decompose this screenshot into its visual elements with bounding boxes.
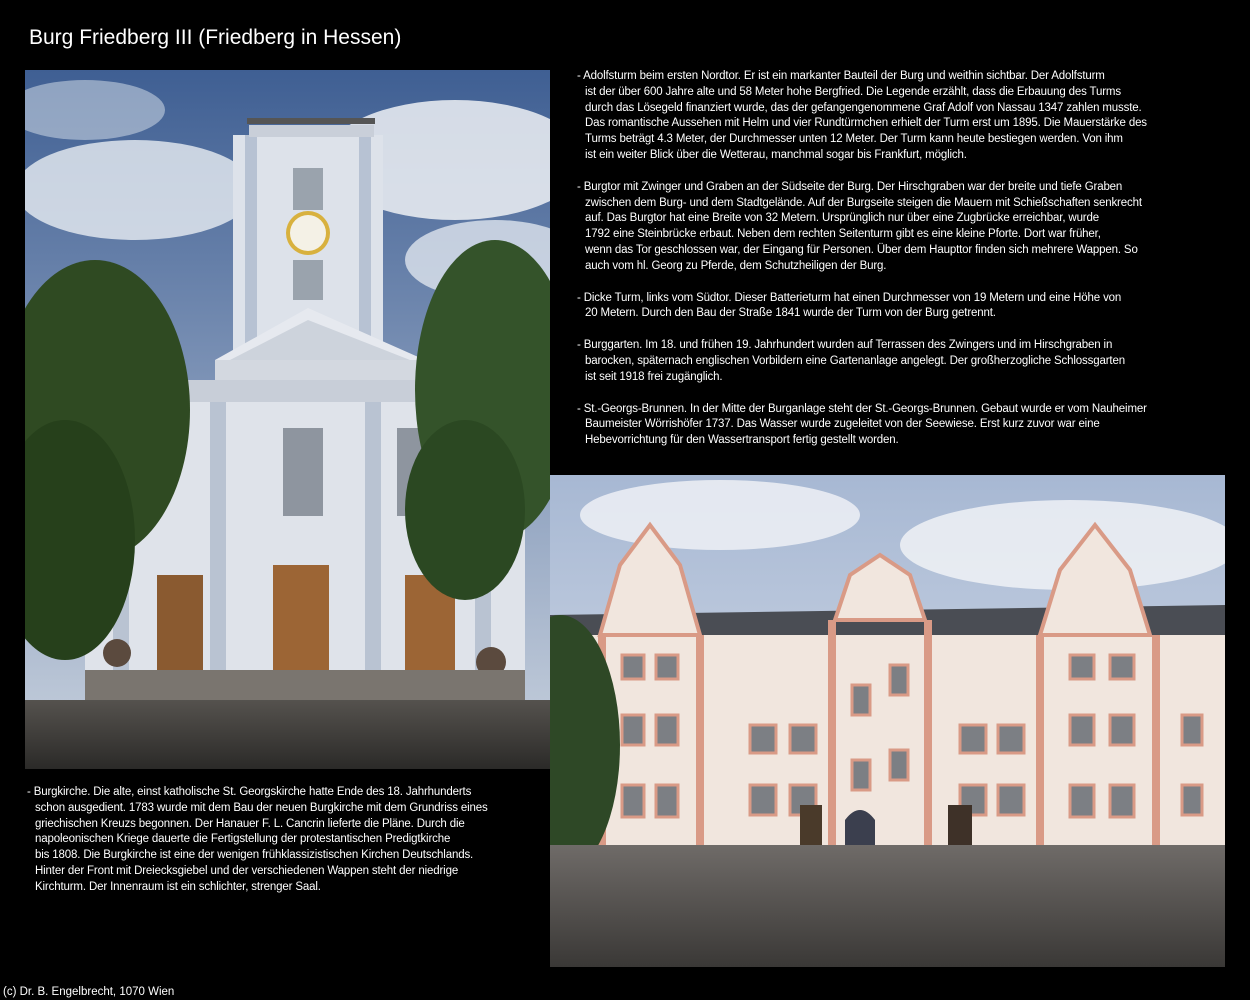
text-line: bis 1808. Die Burgkirche ist eine der wenigen frühklassizistischen Kirchen Deutschlands. <box>35 849 474 862</box>
page-title: Burg Friedberg III (Friedberg in Hessen) <box>29 26 402 49</box>
text-line: 20 Metern. Durch den Bau der Straße 1841 wurde der Turm von der Burg getrennt. <box>585 307 996 320</box>
text-line: auf. Das Burgtor hat eine Breite von 32 Metern. Ursprünglich nur über eine Zugbrücke erreichbar, wurde <box>585 212 1099 225</box>
text-line: napoleonischen Kriege dauerte die Fertigstellung der protestantischen Predigtkirche <box>35 833 451 846</box>
text-line: 1792 eine Steinbrücke erbaut. Neben dem rechten Seitenturm gibt es eine kleine Pforte. Dort war früher, <box>585 228 1101 241</box>
text-line: - Burgkirche. Die alte, einst katholische St. Georgskirche hatte Ende des 18. Jahrhunderts <box>27 786 472 798</box>
paragraph-burgtor <box>577 180 1207 275</box>
text-line: Hinter der Front mit Dreiecksgiebel und der verschiedenen Wappen steht der niedrige <box>35 864 459 877</box>
text-line: schon ausgedient. 1783 wurde mit dem Bau der neuen Burgkirche mit dem Grundriss eines <box>35 801 488 814</box>
text-line: - Burgtor mit Zwinger und Graben an der Südseite der Burg. Der Hirschgraben war der breite und tiefe Graben <box>577 180 1123 193</box>
paragraph-burgkirche <box>27 785 542 896</box>
paragraph-adolfsturm <box>577 69 1207 164</box>
paragraph-dicke-turm <box>577 291 1207 323</box>
text-line: - Dicke Turm, links vom Südtor. Dieser Batterieturm hat einen Durchmesser von 19 Metern und eine Höhe von <box>577 291 1122 304</box>
description-right <box>577 69 1207 465</box>
text-line: wenn das Tor geschlossen war, der Eingang für Personen. Über dem Haupttor finden sich mehrere Wappen. So <box>585 243 1138 256</box>
text-line: - Burggarten. Im 18. und frühen 19. Jahrhundert wurden auf Terrassen des Zwingers und im Hirschgraben in <box>577 339 1113 352</box>
description-left <box>27 785 542 912</box>
text-line: Hebevorrichtung für den Wassertransport fertig gestellt worden. <box>585 434 899 447</box>
text-line: Das romantische Aussehen mit Helm und vier Rundtürmchen erhielt der Turm erst um 1895. Die Mauerstärke des <box>585 117 1147 130</box>
text-line: ist ein weiter Blick über die Wetterau, manchmal sogar bis Frankfurt, möglich. <box>585 148 967 161</box>
church-photo <box>25 70 550 769</box>
text-line: ist der über 600 Jahre alte und 58 Meter hohe Bergfried. Die Legende erzählt, dass die Erbauung des Turms <box>585 85 1121 98</box>
paragraph-georgs-brunnen <box>577 402 1207 449</box>
paragraph-burggarten <box>577 338 1207 385</box>
text-line: griechischen Kreuzs begonnen. Der Hanauer F. L. Cancrin lieferte die Pläne. Durch die <box>35 817 465 830</box>
text-line: Kirchturm. Der Innenraum ist ein schlichter, strenger Saal. <box>35 880 321 893</box>
copyright-footer: (c) Dr. B. Engelbrecht, 1070 Wien <box>3 986 175 998</box>
text-line: Baumeister Wörrishöfer 1737. Das Wasser wurde zugeleitet von der Seewiese. Erst kurz zuvor war eine <box>585 418 1100 431</box>
text-line: - Adolfsturm beim ersten Nordtor. Er ist ein markanter Bauteil der Burg und weithin sichtbar. Der Adolfsturm <box>577 70 1105 82</box>
text-line: durch das Lösegeld finanziert wurde, das der gefangengenommene Graf Adolf von Nassau 1347 zahlen musste. <box>585 101 1142 114</box>
castle-photo <box>550 475 1225 967</box>
text-line: - St.-Georgs-Brunnen. In der Mitte der Burganlage steht der St.-Georgs-Brunnen. Gebaut wurde er vom Nauheimer <box>577 402 1147 415</box>
text-line: ist seit 1918 frei zugänglich. <box>585 370 723 383</box>
text-line: zwischen dem Burg- und dem Stadtgelände. Auf der Burgseite steigen die Mauern mit Schießschaften senkrecht <box>585 196 1142 209</box>
text-line: Turms beträgt 4.3 Meter, der Durchmesser unten 12 Meter. Der Turm kann heute bestiegen werden. Von ihm <box>585 133 1123 146</box>
text-line: barocken, späternach englischen Vorbildern eine Gartenanlage angelegt. Der großherzogliche Schlossgarten <box>585 354 1125 367</box>
text-line: auch vom hl. Georg zu Pferde, dem Schutzheiligen der Burg. <box>585 259 887 272</box>
